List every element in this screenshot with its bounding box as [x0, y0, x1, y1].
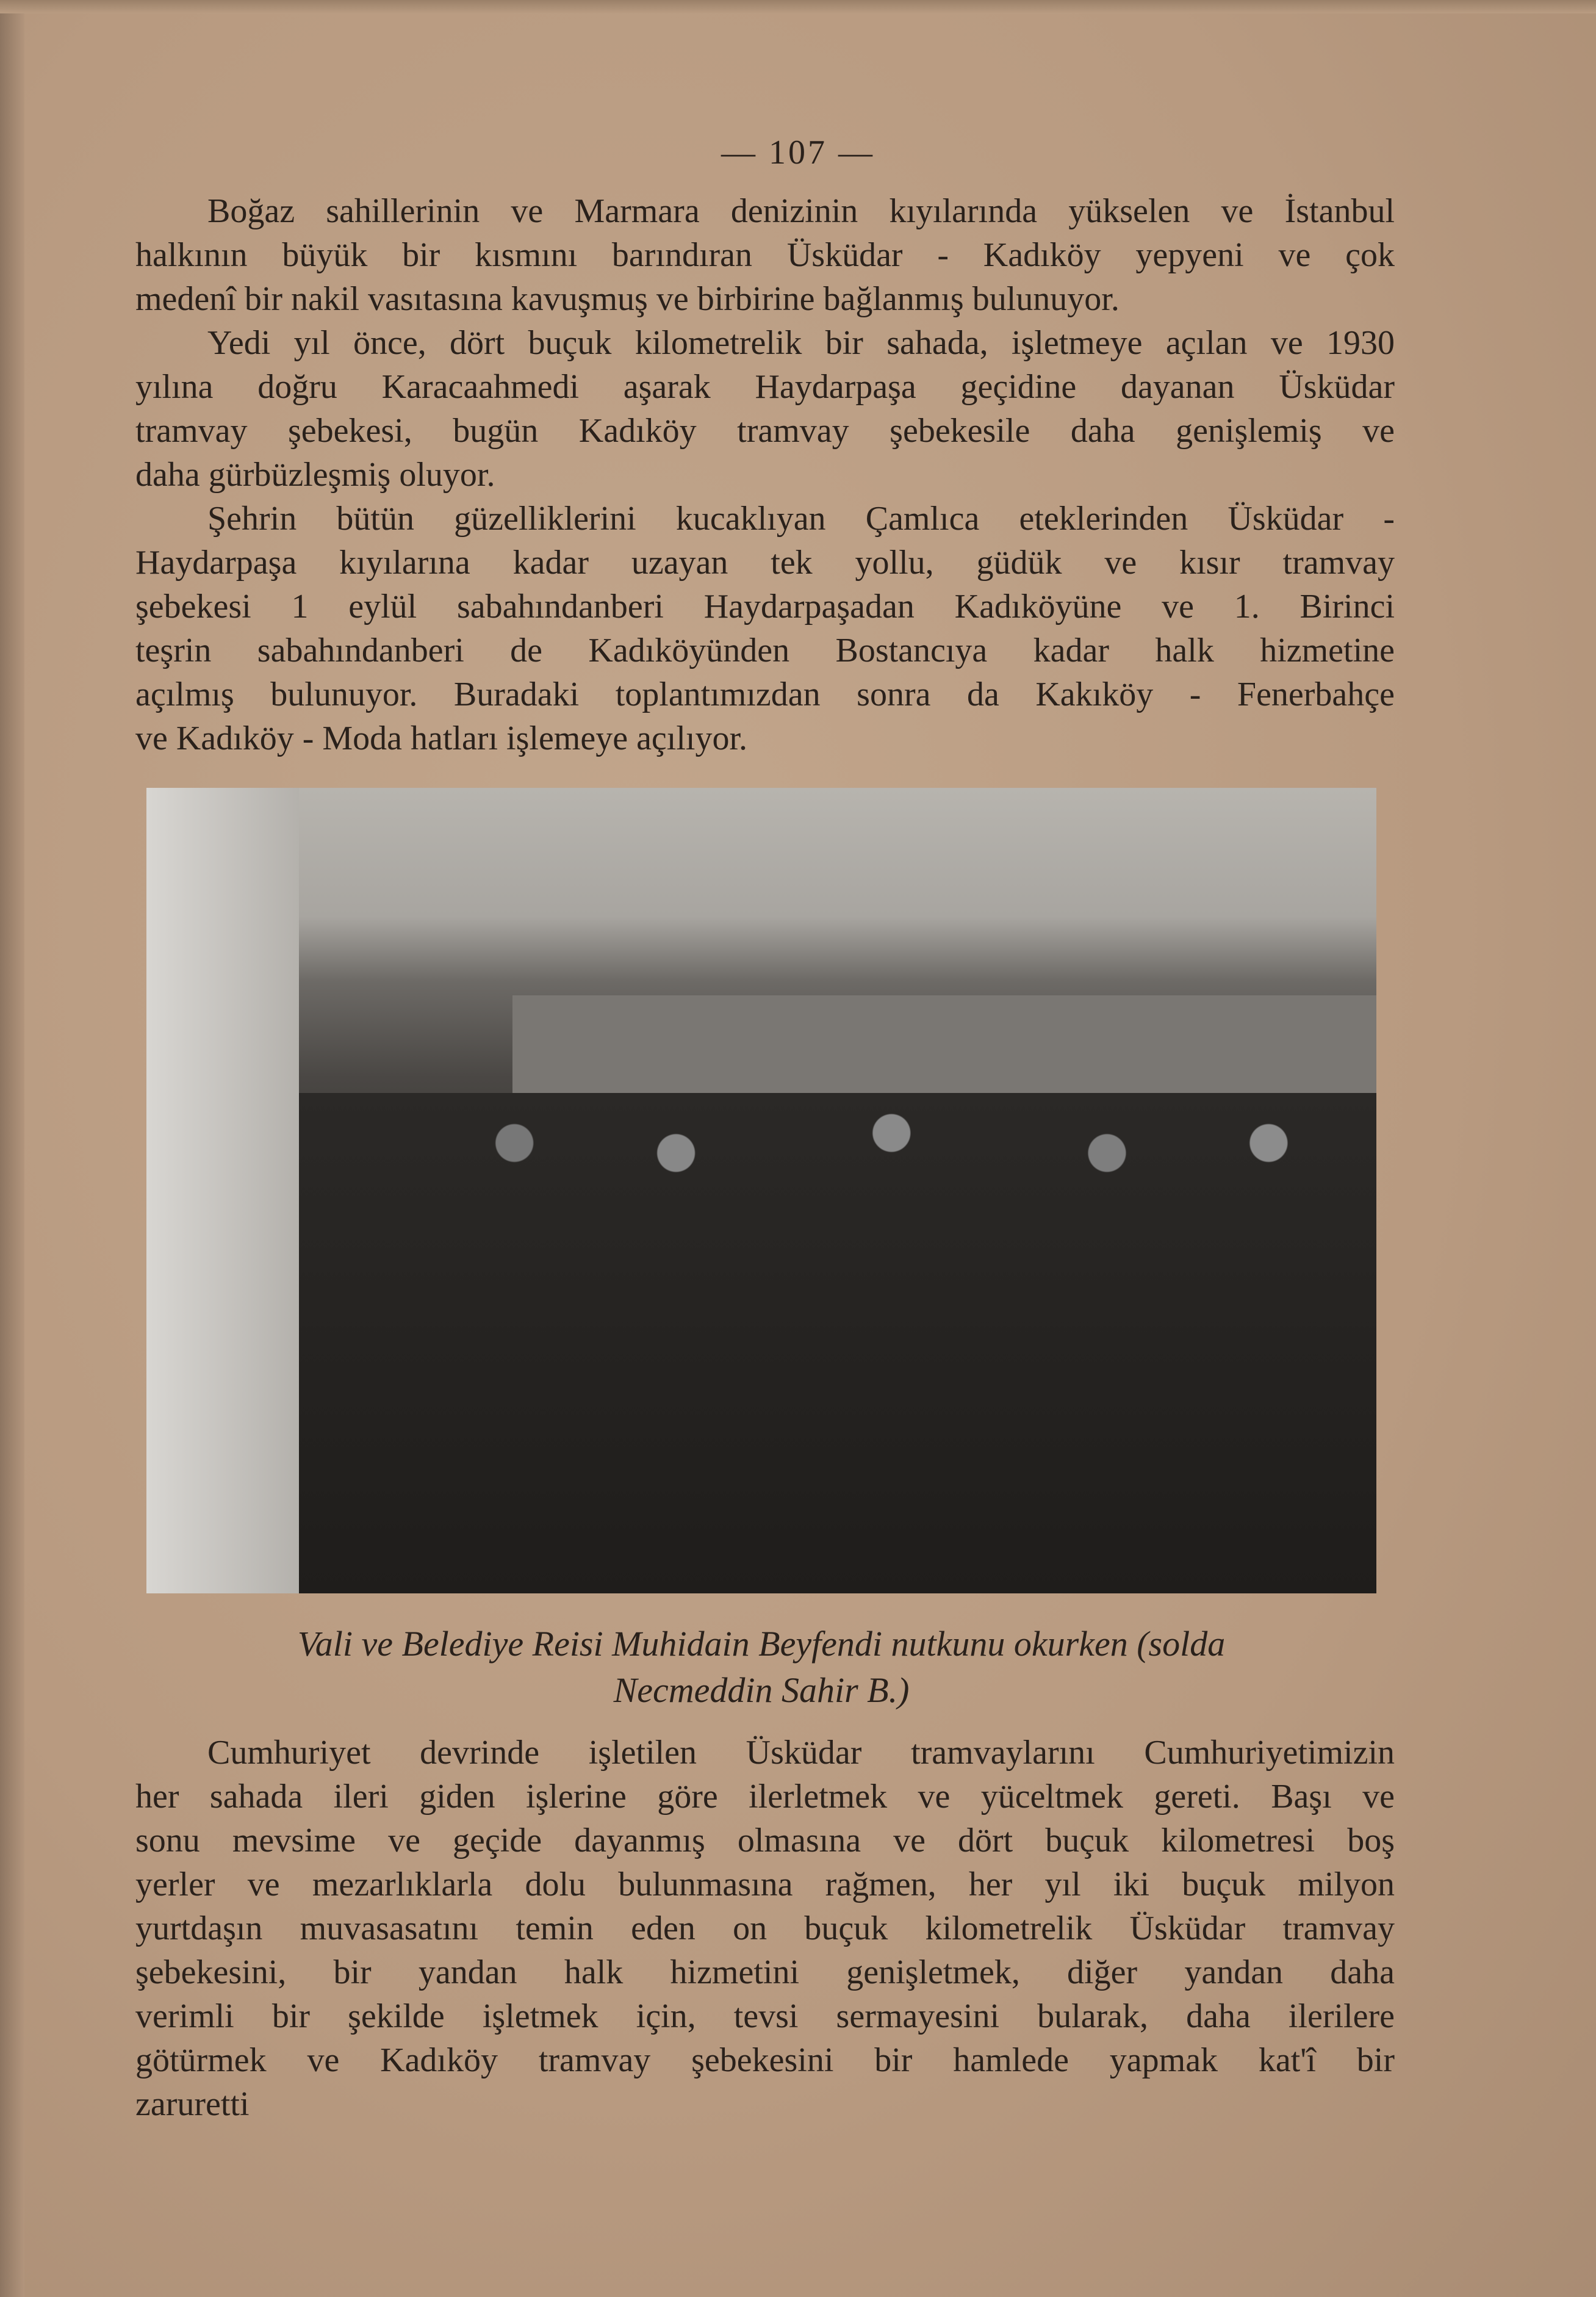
photograph-ceremony-crowd — [146, 788, 1376, 1593]
text-line: Boğaz sahillerinin ve Marmara denizinin kıyılarında yükselen ve İstanbul — [207, 192, 1395, 230]
body-text-top — [135, 189, 1395, 760]
photo-building-wall — [146, 788, 299, 1593]
text-line: yerler ve mezarlıklarla dolu bulunmasına rağmen, her yıl iki buçuk milyon — [135, 1866, 1395, 1903]
text-line: daha gürbüzleşmiş oluyor. — [135, 456, 495, 494]
photo-background-fence — [512, 995, 1376, 1093]
page-edge — [0, 0, 24, 2297]
page-edge-top — [0, 0, 1596, 13]
text-line: Cumhuriyet devrinde işletilen Üsküdar tramvaylarını Cumhuriyetimizin — [207, 1734, 1395, 1772]
text-line: yılına doğru Karacaahmedi aşarak Haydarpaşa geçidine dayanan Üsküdar — [135, 368, 1395, 406]
text-line: götürmek ve Kadıköy tramvay şebekesini bir hamlede yapmak kat'î bir — [135, 2041, 1395, 2079]
text-line: açılmış bulunuyor. Buradaki toplantımızdan sonra da Kakıköy - Fenerbahçe — [135, 676, 1395, 713]
text-line: yurtdaşın muvasasatını temin eden on buçuk kilometrelik Üsküdar tramvay — [135, 1909, 1395, 1947]
text-line: zaruretti — [135, 2085, 250, 2123]
text-line: Şehrin bütün güzelliklerini kucaklıyan Çamlıca eteklerinden Üsküdar - — [207, 500, 1395, 538]
text-line: medenî bir nakil vasıtasına kavuşmuş ve birbirine bağlanmış bulunuyor. — [135, 280, 1120, 318]
text-line: Haydarpaşa kıyılarına kadar uzayan tek yollu, güdük ve kısır tramvay — [135, 544, 1395, 582]
text-line: her sahada ileri giden işlerine göre ilerletmek ve yüceltmek gereti. Başı ve — [135, 1778, 1395, 1816]
caption-line-1: Vali ve Belediye Reisi Muhidain Beyfendi nutkunu okurken (solda — [297, 1624, 1226, 1664]
caption-line-2: Necmeddin Sahir B.) — [613, 1670, 910, 1710]
text-line: ve Kadıköy - Moda hatları işlemeye açılıyor. — [135, 719, 748, 757]
text-line: halkının büyük bir kısmını barındıran Üsküdar - Kadıköy yepyeni ve çok — [135, 236, 1395, 274]
text-line: şebekesini, bir yandan halk hizmetini genişletmek, diğer yandan daha — [135, 1953, 1395, 1991]
text-line: sonu mevsime ve geçide dayanmış olmasına ve dört buçuk kilometresi boş — [135, 1822, 1395, 1859]
text-line: Yedi yıl önce, dört buçuk kilometrelik bir sahada, işletmeye açılan ve 1930 — [207, 324, 1395, 362]
photo-caption — [146, 1621, 1376, 1714]
text-line: şebekesi 1 eylül sabahındanberi Haydarpaşadan Kadıköyüne ve 1. Birinci — [135, 588, 1395, 626]
body-text-bottom — [135, 1731, 1395, 2126]
text-line: verimli bir şekilde işletmek için, tevsi sermayesini bularak, daha ilerilere — [135, 1997, 1395, 2035]
page-number: — 107 — — [721, 134, 875, 171]
text-line: tramvay şebekesi, bugün Kadıköy tramvay şebekesile daha genişlemiş ve — [135, 412, 1395, 450]
text-line: teşrin sabahındanberi de Kadıköyünden Bostancıya kadar halk hizmetine — [135, 632, 1395, 669]
photo-crowd — [299, 1093, 1376, 1593]
